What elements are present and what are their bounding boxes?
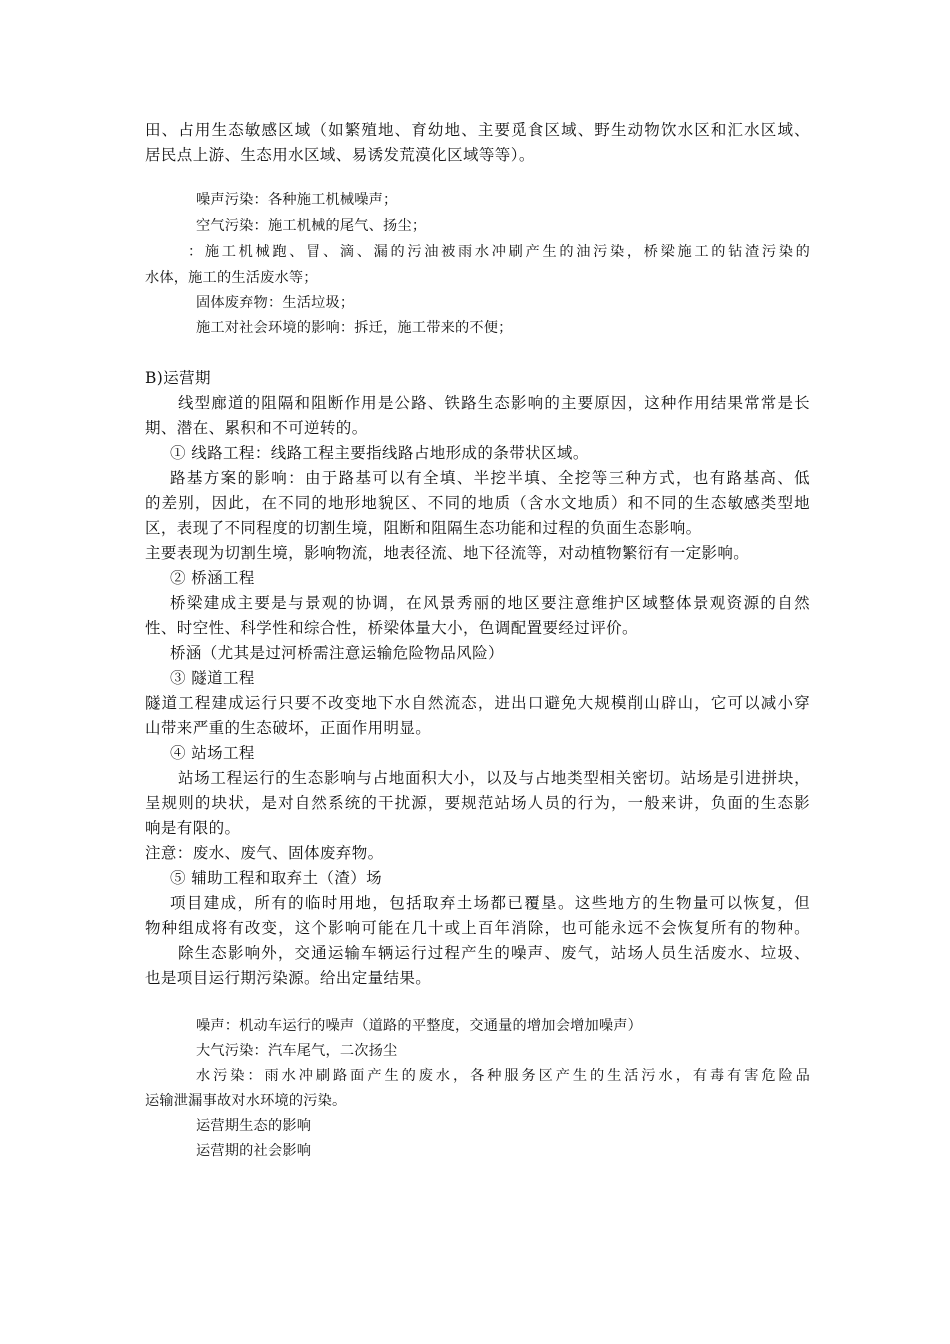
- note-line: 注意：废水、废气、固体废弃物。: [145, 844, 384, 862]
- paragraph-line: 线型廊道的阻隔和阻断作用是公路、铁路生态影响的主要原因，这种作用结果常常是长: [178, 394, 810, 412]
- item-heading: ① 线路工程：线路工程主要指线路占地形成的条带状区域。: [170, 444, 589, 462]
- paragraph-line: 路基方案的影响：由于路基可以有全填、半挖半填、全挖等三种方式，也有路基高、低: [170, 469, 810, 487]
- paragraph-line: 山带来严重的生态破坏，正面作用明显。: [145, 719, 432, 737]
- construction-text-line: 居民点上游、生态用水区域、易诱发荒漠化区域等等）。: [145, 146, 535, 164]
- paragraph-line: 物种组成将有改变，这个影响可能在几十或上百年消除，也可能永远不会恢复所有的物种。: [145, 919, 810, 937]
- operation-noise-line: 噪声：机动车运行的噪声（道路的平整度，交通量的增加会增加噪声）: [196, 1018, 643, 1034]
- item-heading: ② 桥涵工程: [170, 569, 255, 587]
- paragraph-line: 响是有限的。: [145, 819, 241, 837]
- item-heading: ③ 隧道工程: [170, 669, 255, 687]
- paragraph-line: 项目建成，所有的临时用地，包括取弃土场都已覆垦。这些地方的生物量可以恢复，但: [170, 894, 810, 912]
- paragraph-line: 桥梁建成主要是与景观的协调，在风景秀丽的地区要注意维护区域整体景观资源的自然: [170, 594, 810, 612]
- paragraph-line: 区，表现了不同程度的切割生境，阻断和阻隔生态功能和过程的负面生态影响。: [145, 519, 702, 537]
- paragraph-line: 除生态影响外，交通运输车辆运行过程产生的噪声、废气，站场人员生活废水、垃圾、: [178, 944, 810, 962]
- item-heading: ④ 站场工程: [170, 744, 255, 762]
- paragraph-line: 性、时空性、科学性和综合性，桥梁体量大小，色调配置要经过评价。: [145, 619, 638, 637]
- operation-water-line: 水污染：雨水冲刷路面产生的废水，各种服务区产生的生活污水，有毒有害危险品: [196, 1068, 810, 1084]
- construction-solid-line: 固体废弃物：生活垃圾；: [196, 295, 355, 311]
- paragraph-line: 呈规则的块状，是对自然系统的干扰源，要规范站场人员的行为，一般来讲，负面的生态影: [145, 794, 810, 812]
- paragraph-line: 主要表现为切割生境，影响物流，地表径流、地下径流等，对动植物繁衍有一定影响。: [145, 544, 750, 562]
- paragraph-line: 也是项目运行期污染源。给出定量结果。: [145, 969, 432, 987]
- paragraph-line: 期、潜在、累积和不可逆转的。: [145, 419, 368, 437]
- construction-air-line: 空气污染：施工机械的尾气、扬尘；: [196, 218, 427, 234]
- paragraph-line: 站场工程运行的生态影响与占地面积大小，以及与占地类型相关密切。站场是引进拼块，: [178, 769, 810, 787]
- operation-social-line: 运营期的社会影响: [196, 1143, 312, 1159]
- operation-water-line: 运输泄漏事故对水环境的污染。: [145, 1093, 347, 1109]
- construction-social-line: 施工对社会环境的影响：拆迁，施工带来的不便；: [196, 320, 513, 336]
- paragraph-line: 的差别，因此，在不同的地形地貌区、不同的地质（含水文地质）和不同的生态敏感类型地: [145, 494, 810, 512]
- paragraph-line: 桥涵（尤其是过河桥需注意运输危险物品风险）: [170, 644, 504, 662]
- operation-air-line: 大气污染：汽车尾气，二次扬尘: [196, 1043, 398, 1059]
- paragraph-line: 隧道工程建成运行只要不改变地下水自然流态，进出口避免大规模削山辟山，它可以减小穿: [145, 694, 810, 712]
- construction-noise-line: 噪声污染：各种施工机械噪声；: [196, 192, 398, 208]
- item-heading: ⑤ 辅助工程和取弃土（渣）场: [170, 869, 383, 887]
- section-heading: B)运营期: [145, 369, 211, 387]
- construction-water-line: ：施工机械跑、冒、滴、漏的污油被雨水冲刷产生的油污染，桥梁施工的钻渣污染的: [188, 244, 810, 260]
- construction-text-line: 田、占用生态敏感区域（如繁殖地、育幼地、主要觅食区域、野生动物饮水区和汇水区域、: [145, 121, 810, 139]
- operation-eco-line: 运营期生态的影响: [196, 1118, 312, 1134]
- construction-water-line: 水体，施工的生活废水等；: [145, 270, 318, 286]
